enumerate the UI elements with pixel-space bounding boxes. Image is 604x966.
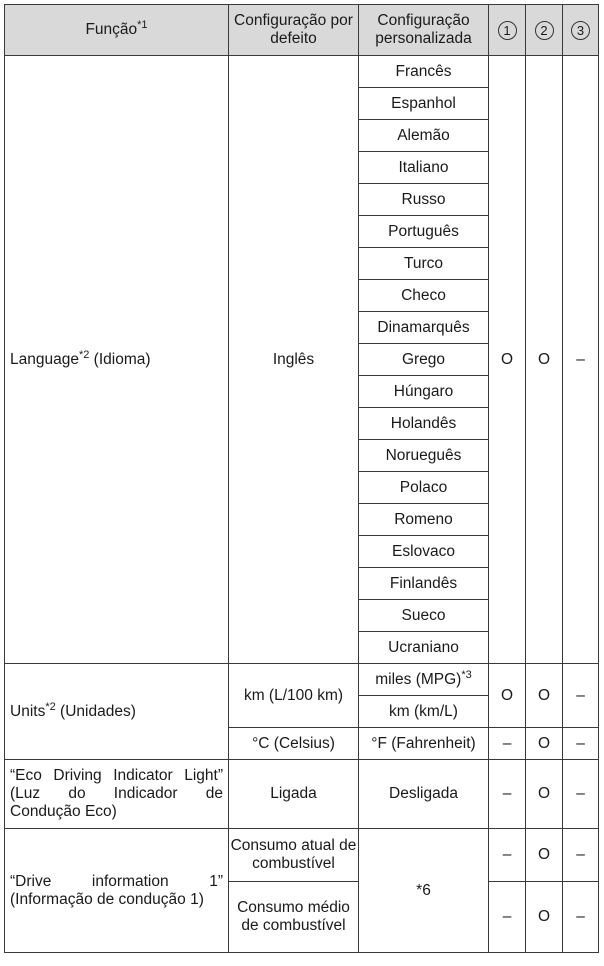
header-col-1 — [489, 5, 526, 56]
drive-label: “Drive information 1” (Informação de condução 1) — [5, 829, 229, 953]
language-option: Grego — [359, 344, 489, 376]
units-c3: – — [563, 664, 599, 728]
language-option: Espanhol — [359, 88, 489, 120]
language-option: Húngaro — [359, 376, 489, 408]
eco-row — [5, 760, 599, 829]
drive-default-average: Consumo médio de combustível — [229, 882, 359, 953]
language-option: Finlandês — [359, 568, 489, 600]
language-default: Inglês — [229, 56, 359, 664]
header-custom: Configuração personalizada — [359, 5, 489, 56]
drive-current-c2: O — [526, 829, 563, 882]
units-option-kmkml: km (km/L) — [359, 696, 489, 728]
language-c2: O — [526, 56, 563, 664]
drive-default-current: Consumo atual de combustível — [229, 829, 359, 882]
language-option: Polaco — [359, 472, 489, 504]
eco-label: “Eco Driving Indicator Light” (Luz do Indicador de Condução Eco) — [5, 760, 229, 829]
eco-c1: – — [489, 760, 526, 829]
units-temp-c1: – — [489, 728, 526, 760]
header-default: Configuração por defeito — [229, 5, 359, 56]
header-col-2 — [526, 5, 563, 56]
language-option: Português — [359, 216, 489, 248]
units-c1: O — [489, 664, 526, 728]
eco-default: Ligada — [229, 760, 359, 829]
drive-row-1 — [5, 829, 599, 882]
drive-custom: *6 — [359, 829, 489, 953]
language-option: Romeno — [359, 504, 489, 536]
language-option: Francês — [359, 56, 489, 88]
language-option: Eslovaco — [359, 536, 489, 568]
language-option: Checo — [359, 280, 489, 312]
drive-average-c3: – — [563, 882, 599, 953]
circled-number-3: 3 — [571, 21, 590, 40]
units-default-distance: km (L/100 km) — [229, 664, 359, 728]
units-option-fahrenheit: °F (Fahrenheit) — [359, 728, 489, 760]
units-label: Units$^{*2}$ (Unidades) — [5, 664, 229, 760]
language-option: Norueguês — [359, 440, 489, 472]
drive-average-c1: – — [489, 882, 526, 953]
settings-table-container — [4, 4, 599, 953]
header-funcao: Função$^{*1}$ — [5, 5, 229, 56]
units-temp-c3: – — [563, 728, 599, 760]
eco-custom: Desligada — [359, 760, 489, 829]
units-temp-c2: O — [526, 728, 563, 760]
units-option-miles: miles (MPG)$^{*3}$ — [359, 664, 489, 696]
units-default-temp: °C (Celsius) — [229, 728, 359, 760]
circled-number-2: 2 — [535, 21, 554, 40]
language-option: Ucraniano — [359, 632, 489, 664]
language-option: Italiano — [359, 152, 489, 184]
language-c1: O — [489, 56, 526, 664]
eco-c2: O — [526, 760, 563, 829]
language-option: Alemão — [359, 120, 489, 152]
drive-current-c1: – — [489, 829, 526, 882]
units-row-1 — [5, 664, 599, 696]
units-c2: O — [526, 664, 563, 728]
language-option: Holandês — [359, 408, 489, 440]
header-row — [5, 5, 599, 56]
language-row — [5, 56, 599, 88]
drive-current-c3: – — [563, 829, 599, 882]
eco-c3: – — [563, 760, 599, 829]
drive-average-c2: O — [526, 882, 563, 953]
circled-number-1: 1 — [498, 21, 517, 40]
header-col-3 — [563, 5, 599, 56]
settings-table — [4, 4, 599, 953]
language-label: Language$^{*2}$ (Idioma) — [5, 56, 229, 664]
language-option: Turco — [359, 248, 489, 280]
language-option: Sueco — [359, 600, 489, 632]
language-option: Dinamarquês — [359, 312, 489, 344]
language-c3: – — [563, 56, 599, 664]
language-option: Russo — [359, 184, 489, 216]
